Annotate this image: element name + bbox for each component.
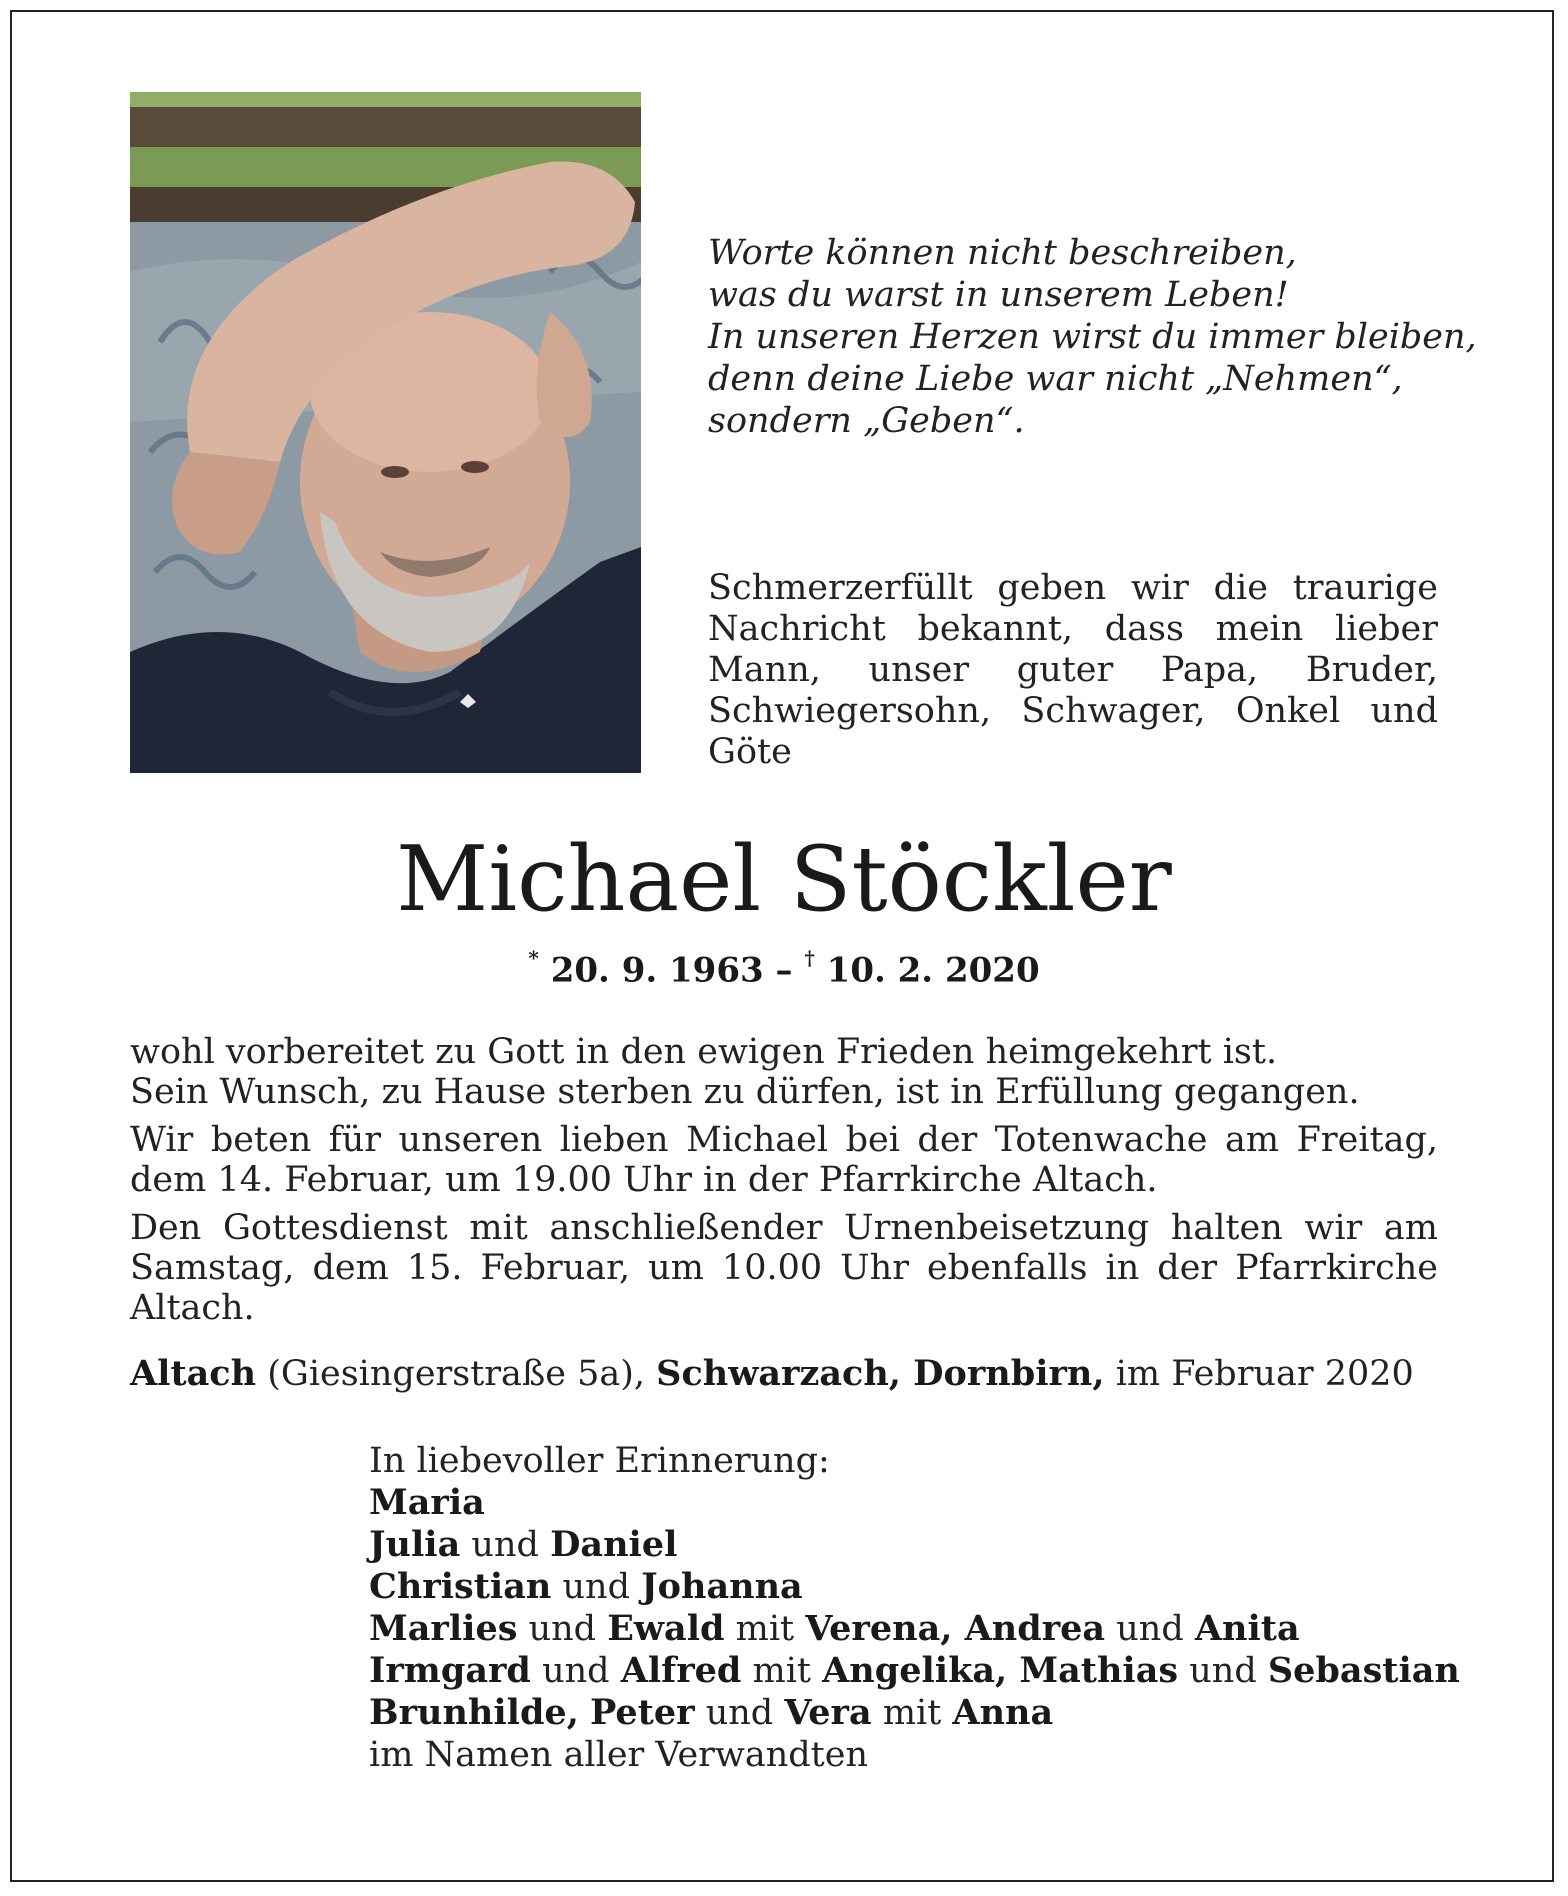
mourners-list bbox=[369, 1440, 1469, 1776]
conjunction: mit bbox=[752, 1651, 811, 1691]
mourner-name: Christian bbox=[369, 1566, 552, 1607]
notice-date: im Februar 2020 bbox=[1115, 1354, 1414, 1394]
conjunction: und bbox=[471, 1525, 539, 1565]
mourner-name: Irmgard bbox=[369, 1650, 531, 1691]
mourner-line bbox=[369, 1650, 1469, 1692]
mourner-line bbox=[369, 1524, 1469, 1566]
comma: , bbox=[566, 1692, 579, 1733]
service-paragraph: Den Gottesdienst mit anschließender Urnenbeisetzung halten wir am Samstag, dem 15. Februar, um 10.00 Uhr ebenfalls in der Pfarrkirche Altach. bbox=[130, 1208, 1438, 1328]
conjunction: und bbox=[562, 1567, 630, 1607]
conjunction: und bbox=[1116, 1609, 1184, 1649]
body-line-1: wohl vorbereitet zu Gott in den ewigen Frieden heimgekehrt ist. bbox=[130, 1032, 1278, 1072]
mourner-name: Anna bbox=[952, 1692, 1054, 1733]
town: Altach bbox=[130, 1353, 257, 1394]
mourner-name: Julia bbox=[369, 1524, 461, 1565]
mourner-name: Sebastian bbox=[1267, 1650, 1460, 1691]
conjunction: mit bbox=[882, 1693, 942, 1733]
poem-line: Worte können nicht beschreiben, bbox=[708, 233, 1297, 273]
body-line-2: Sein Wunsch, zu Hause sterben zu dürfen, ist in Erfüllung gegangen. bbox=[130, 1072, 1360, 1112]
vigil-paragraph: Wir beten für unseren lieben Michael bei der Totenwache am Freitag, dem 14. Februar, um 19.00 Uhr in der Pfarrkirche Altach. bbox=[130, 1120, 1438, 1200]
mourner-name: Marlies bbox=[369, 1608, 518, 1649]
mourner-name: Daniel bbox=[550, 1524, 678, 1565]
deceased-name: Michael Stöckler bbox=[396, 827, 1172, 932]
conjunction: und bbox=[1189, 1651, 1257, 1691]
conjunction: und bbox=[542, 1651, 610, 1691]
mourner-name: Ewald bbox=[607, 1608, 725, 1649]
portrait-photo bbox=[130, 92, 641, 773]
mourner-name: Anita bbox=[1194, 1608, 1300, 1649]
birth-date: 20. 9. 1963 bbox=[550, 950, 764, 991]
birth-symbol: * bbox=[528, 946, 539, 970]
mourner-name: Verena, Andrea bbox=[805, 1608, 1106, 1649]
mourner-name: Alfred bbox=[620, 1650, 742, 1691]
memorial-poem bbox=[708, 232, 1477, 442]
date-separator: – bbox=[775, 950, 793, 991]
life-dates bbox=[0, 946, 1568, 991]
mourner-name: Johanna bbox=[641, 1566, 803, 1607]
mourner-name: Peter bbox=[590, 1692, 695, 1733]
announcement-intro: Schmerzerfüllt geben wir die traurige Nachricht bekannt, dass mein lieber Mann, unser guter Papa, Bruder, Schwiegersohn, Schwager, Onkel und Göte bbox=[708, 568, 1438, 772]
death-symbol: † bbox=[804, 946, 815, 970]
mourner-name: Maria bbox=[369, 1482, 485, 1523]
body-paragraph bbox=[130, 1032, 1438, 1112]
mourner-line bbox=[369, 1608, 1469, 1650]
mourner-name: Angelika, Mathias bbox=[822, 1650, 1179, 1691]
mourner-line bbox=[369, 1482, 1469, 1524]
poem-line: was du warst in unserem Leben! bbox=[708, 275, 1289, 315]
poem-line: In unseren Herzen wirst du immer bleiben, bbox=[708, 317, 1477, 357]
mourner-name: Vera bbox=[784, 1692, 872, 1733]
mourner-line bbox=[369, 1566, 1469, 1608]
portrait-image bbox=[130, 92, 641, 773]
death-date: 10. 2. 2020 bbox=[826, 950, 1040, 991]
conjunction: und bbox=[705, 1693, 774, 1733]
mourner-line bbox=[369, 1692, 1469, 1734]
mourners-closing: im Namen aller Verwandten bbox=[369, 1735, 868, 1775]
conjunction: und bbox=[528, 1609, 597, 1649]
mourner-name: Brunhilde bbox=[369, 1692, 567, 1733]
address: (Giesingerstraße 5a), bbox=[267, 1354, 646, 1394]
announcement-body bbox=[130, 1032, 1438, 1336]
poem-line: sondern „Geben“. bbox=[708, 401, 1025, 441]
place-and-date bbox=[130, 1354, 1450, 1394]
poem-line: denn deine Liebe war nicht „Nehmen“, bbox=[708, 359, 1403, 399]
mourners-heading: In liebevoller Erinnerung: bbox=[369, 1441, 830, 1481]
other-towns: Schwarzach, Dornbirn, bbox=[656, 1353, 1105, 1394]
conjunction: mit bbox=[735, 1609, 795, 1649]
